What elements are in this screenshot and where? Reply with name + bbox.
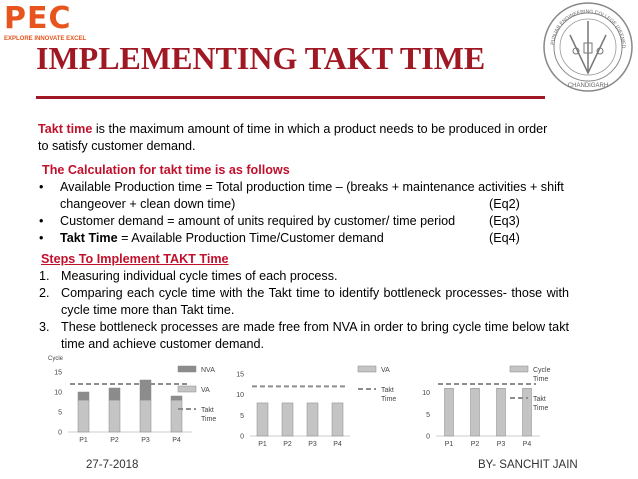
x-tick-label: P4	[172, 437, 181, 444]
legend-label: VA	[381, 367, 390, 374]
logo-name: PEC	[4, 1, 72, 36]
legend-label: VA	[201, 387, 210, 394]
y-tick-label: 0	[426, 433, 430, 441]
bar-va	[307, 403, 318, 436]
bar-va	[140, 400, 151, 432]
y-tick-label: 15	[236, 371, 244, 379]
legend-swatch	[510, 366, 528, 372]
x-tick-label: P2	[470, 441, 480, 448]
x-tick-label: P4	[522, 441, 532, 448]
college-seal-icon	[540, 1, 636, 93]
calc-item-bold: Takt Time	[60, 231, 118, 245]
legend-label: Time	[533, 376, 549, 383]
bullet: •	[39, 180, 44, 194]
step-number: 2.	[39, 286, 50, 300]
y-axis-label: Cycle	[48, 356, 64, 362]
bar-va	[109, 400, 120, 432]
list-item	[39, 213, 569, 230]
y-tick-label: 0	[58, 429, 62, 437]
equation-ref: (Eq4)	[489, 231, 520, 245]
bar-nva	[109, 388, 120, 400]
y-tick-label: 5	[426, 411, 430, 419]
legend-label: Cycle	[533, 367, 551, 374]
bar-va	[257, 403, 268, 436]
seal-place: CHANDIGARH	[567, 83, 609, 89]
list-item	[39, 268, 569, 285]
legend-swatch	[178, 386, 196, 392]
legend-swatch	[178, 366, 196, 372]
list-item	[39, 179, 569, 213]
legend-label: Takt	[381, 387, 394, 394]
seal-text: PUNJAB ENGINEERING COLLEGE (DEEMED	[550, 8, 627, 49]
step-text: Measuring individual cycle times of each process.	[61, 269, 338, 283]
step-text: These bottleneck processes are made free from NVA in order to bring cycle time below takt time and achieve customer demand.	[61, 320, 569, 351]
legend-label: Takt	[201, 407, 214, 414]
bar-va	[332, 403, 343, 436]
bar-cycle-time	[523, 388, 532, 436]
x-tick-label: P2	[283, 441, 292, 448]
intro-paragraph	[38, 121, 553, 155]
x-tick-label: P1	[444, 441, 454, 448]
list-item	[39, 230, 569, 247]
calc-item-text: = Available Production Time/Customer demand	[117, 231, 384, 245]
bar-cycle-time	[471, 388, 480, 436]
y-tick-label: 0	[240, 433, 244, 441]
calc-item-text: Customer demand = amount of units required by customer/ time period	[60, 214, 456, 228]
bar-va	[282, 403, 293, 436]
intro-term: Takt time	[38, 122, 93, 136]
bullet: •	[39, 214, 44, 228]
legend-label: Takt	[533, 396, 546, 403]
y-tick-label: 10	[54, 389, 62, 397]
steps-list	[39, 268, 569, 353]
x-tick-label: P1	[79, 437, 88, 444]
list-item	[39, 319, 569, 353]
y-tick-label: 15	[54, 369, 62, 377]
legend-swatch	[358, 366, 376, 372]
x-tick-label: P3	[308, 441, 317, 448]
list-item	[39, 285, 569, 319]
equation-ref: (Eq3)	[489, 214, 520, 228]
pec-logo	[2, 2, 92, 42]
step-number: 1.	[39, 269, 50, 283]
footer-date: 27-7-2018	[86, 459, 139, 471]
step-number: 3.	[39, 320, 50, 334]
chart-stacked-nva-va	[38, 352, 234, 458]
legend-label: Time	[533, 405, 549, 412]
bar-va	[171, 400, 182, 432]
x-tick-label: P3	[496, 441, 506, 448]
bar-cycle-time	[445, 388, 454, 436]
bullet: •	[39, 231, 44, 245]
steps-heading: Steps To Implement TAKT Time	[41, 252, 229, 266]
footer-author: BY- SANCHIT JAIN	[478, 459, 578, 471]
intro-text: is the maximum amount of time in which a product needs to be produced in order to satisfy customer demand.	[38, 122, 548, 153]
step-text: Comparing each cycle time with the Takt time to identify bottleneck processes- those with cycle time more than Takt time.	[61, 286, 569, 317]
legend-label: NVA	[201, 367, 215, 374]
y-tick-label: 10	[422, 390, 430, 398]
calc-heading: The Calculation for takt time is as follows	[42, 163, 290, 177]
bar-cycle-time	[497, 388, 506, 436]
bar-nva	[171, 396, 182, 400]
chart-va-only	[228, 352, 424, 458]
bar-nva	[78, 392, 89, 400]
x-tick-label: P3	[141, 437, 150, 444]
bar-va	[78, 400, 89, 432]
chart-cycle-time	[410, 352, 600, 458]
legend-label: Time	[201, 416, 217, 423]
logo-tagline: EXPLORE INNOVATE EXCEL	[4, 36, 87, 42]
x-tick-label: P2	[110, 437, 119, 444]
x-tick-label: P4	[333, 441, 342, 448]
x-tick-label: P1	[258, 441, 267, 448]
y-tick-label: 5	[58, 409, 62, 417]
equation-ref: (Eq2)	[489, 197, 520, 211]
legend-label: Time	[381, 396, 397, 403]
calc-item-text: Available Production time = Total production time – (breaks + maintenance activities + shift changeover + clean down time)	[60, 180, 564, 211]
y-tick-label: 10	[236, 392, 244, 400]
page-title: IMPLEMENTING TAKT TIME	[36, 40, 486, 76]
title-underline	[36, 96, 545, 99]
calc-list	[39, 179, 569, 247]
y-tick-label: 5	[240, 412, 244, 420]
